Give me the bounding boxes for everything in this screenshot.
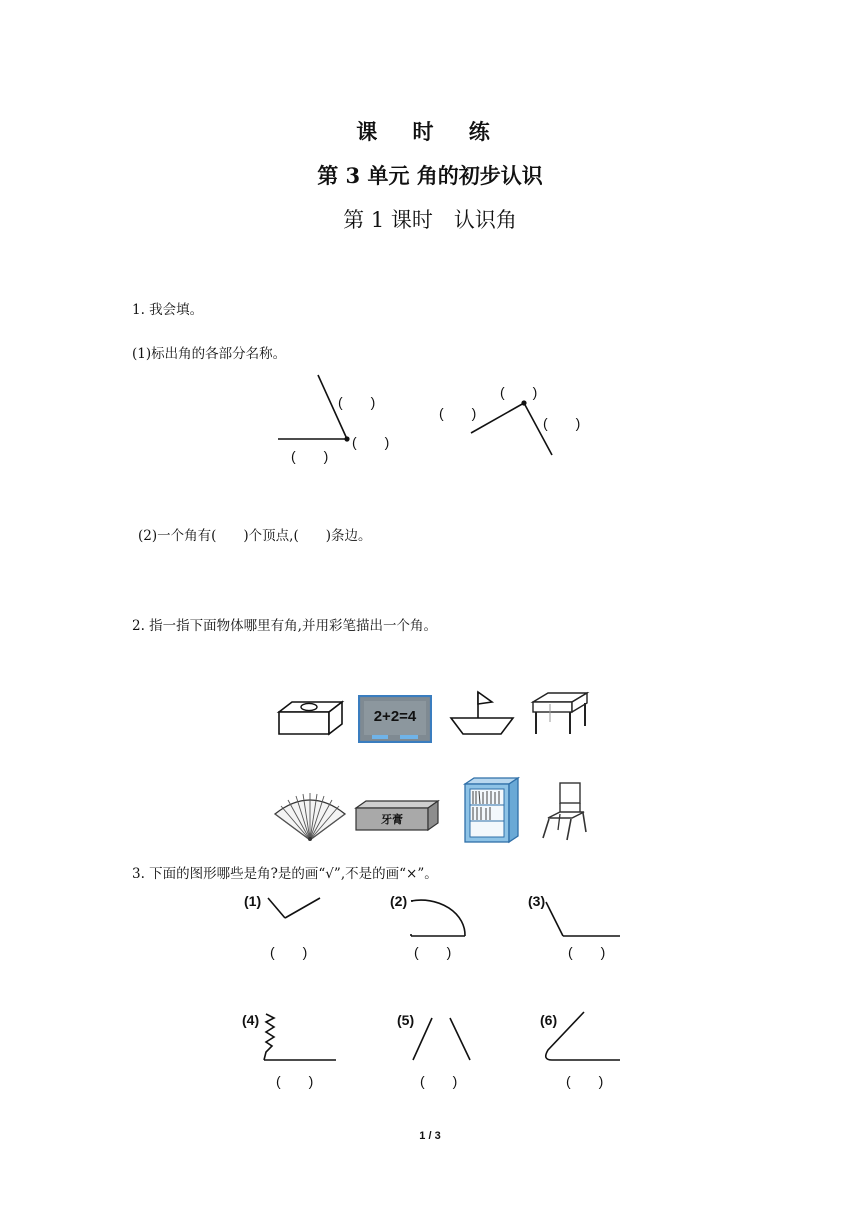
blackboard-text: 2+2=4 <box>373 708 417 725</box>
q3-figure-4 <box>264 1014 336 1060</box>
q1-blank-vertex-2[interactable]: ( ) <box>500 384 538 400</box>
q1-angle-right <box>471 400 552 455</box>
q3-answer-3[interactable]: ( ) <box>568 944 606 960</box>
q1-heading: 1. 我会填。 <box>132 302 204 318</box>
desk-icon <box>530 690 590 738</box>
q3-label-4: (4) <box>242 1012 260 1028</box>
q3-answer-6[interactable]: ( ) <box>566 1073 604 1089</box>
q2-heading: 2. 指一指下面物体哪里有角,并用彩笔描出一个角。 <box>132 618 437 634</box>
q3-label-2: (2) <box>390 893 408 909</box>
vertex-dot <box>344 436 349 441</box>
toothpaste-box-text: 牙膏 <box>381 813 403 826</box>
q1-blank-vertex[interactable]: ( ) <box>352 434 390 450</box>
q3-figure-1 <box>268 898 320 918</box>
q3-answer-5[interactable]: ( ) <box>420 1073 458 1089</box>
bookshelf-icon <box>462 776 522 844</box>
q3-answer-2[interactable]: ( ) <box>414 944 452 960</box>
q1-blank-side-right[interactable]: ( ) <box>543 415 581 431</box>
q3-label-6: (6) <box>540 1012 558 1028</box>
q3-label-3: (3) <box>528 893 546 909</box>
q1-part2: (2)一个角有( )个顶点,( )条边。 <box>138 528 372 544</box>
folding-fan-icon <box>272 792 348 844</box>
q3-figure-2 <box>411 900 465 936</box>
q1-blank-side-bottom[interactable]: ( ) <box>291 448 329 464</box>
q3-figures <box>0 880 860 1100</box>
q3-figure-3 <box>546 902 620 936</box>
paper-boat-icon <box>448 688 516 738</box>
q1-blank-side-left[interactable]: ( ) <box>439 405 477 421</box>
q3-label-1: (1) <box>244 893 262 909</box>
q3-heading: 3. 下面的图形哪些是角?是的画“√”,不是的画“×”。 <box>132 866 438 882</box>
chair-icon <box>540 780 590 842</box>
q3-label-5: (5) <box>397 1012 415 1028</box>
unit-title: 第 3 单元 角的初步认识 <box>317 163 543 188</box>
q3-answer-4[interactable]: ( ) <box>276 1073 314 1089</box>
q3-figure-6 <box>546 1012 620 1060</box>
q3-answer-1[interactable]: ( ) <box>270 944 308 960</box>
q1-blank-side-top[interactable]: ( ) <box>338 394 376 410</box>
q3-figure-5 <box>413 1018 470 1060</box>
worksheet-title: 课 时 练 <box>356 119 504 144</box>
lesson-title: 第 1 课时 认识角 <box>343 208 517 232</box>
page-number: 1 / 3 <box>419 1130 441 1142</box>
box-with-hole-icon <box>276 698 346 740</box>
q1-part1: (1)标出角的各部分名称。 <box>132 346 287 362</box>
